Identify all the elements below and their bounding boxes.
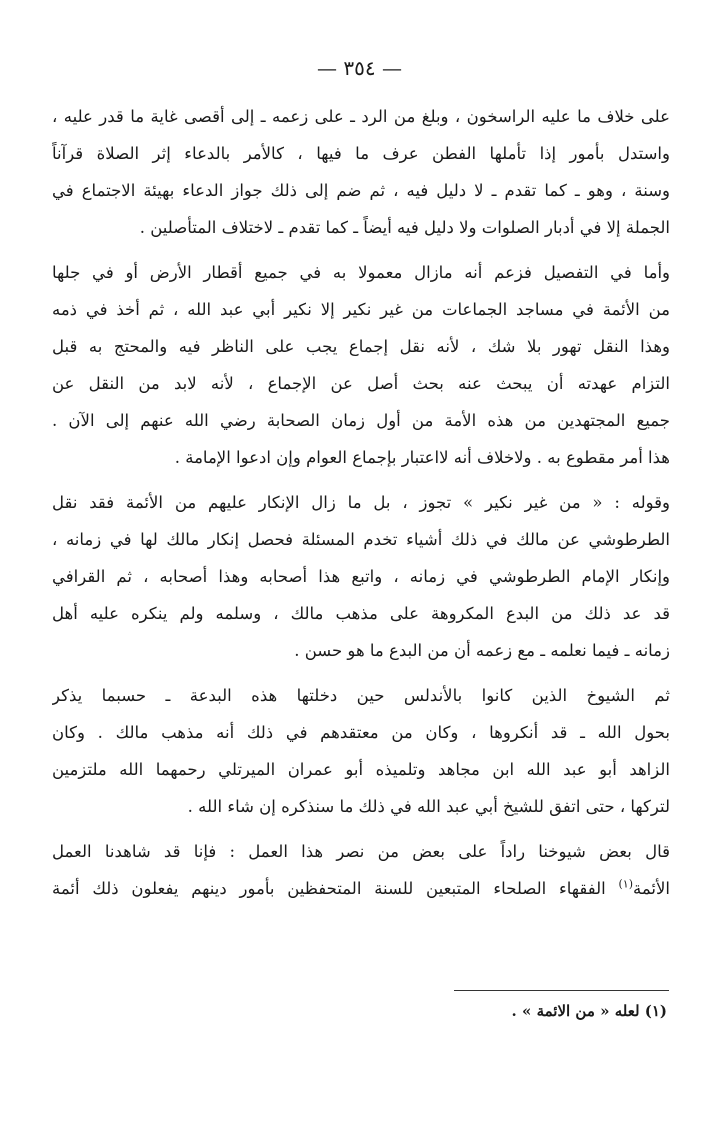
- text-line: قال بعض شيوخنا راداً على بعض من نصر هذا العمل : فإنا قد شاهدنا العمل: [52, 842, 670, 861]
- text-line: الطرطوشي عن مالك في ذلك أشياء تخدم المسئلة فحصل إنكار مالك لها في زمانه ،: [52, 530, 670, 549]
- text-line: وإنكار الإمام الطرطوشي في زمانه ، واتبع هذا أصحابه وهذا أصحابه ، ثم القرافي: [52, 567, 670, 586]
- text-span: الأئمة: [633, 879, 670, 898]
- text-line: من الأئمة في مساجد الجماعات من غير نكير إلا نكير أبي عبد الله ، ثم أخذ في ذمه: [52, 300, 670, 319]
- footnote-marker[interactable]: (١): [618, 877, 634, 891]
- text-span: الفقهاء الصلحاء المتبعين للسنة المتحفظين بأمور دينهم يفعلون ذلك أئمة: [52, 879, 619, 898]
- text-line: زمانه ـ فيما نعلمه ـ مع زعمه أن من البدع ما هو حسن .: [294, 641, 670, 660]
- paragraph: [52, 677, 670, 825]
- text-line: ثم الشيوخ الذين كانوا بالأندلس حين دخلتها هذه البدعة ـ حسبما يذكر: [52, 686, 670, 705]
- text-line: وسنة ، وهو ـ كما تقدم ـ لا دليل فيه ، ثم ضم إلى ذلك جواز الدعاء بهيئة الاجتماع في: [52, 181, 670, 200]
- paragraph: [52, 254, 670, 476]
- text-line: الزاهد أبو عبد الله ابن مجاهد وتلميذه أبو عمران الميرتلي رحمهما الله ملتزمين: [52, 760, 670, 779]
- footnote-divider: [454, 990, 669, 991]
- text-line: واستدل بأمور إذا تأملها الفطن عرف ما فيها ، كالأمر بالدعاء إثر الصلاة قرآناً: [52, 144, 670, 163]
- text-line: وأما في التفصيل فزعم أنه مازال معمولا به في جميع أقطار الأرض أو في جلها: [52, 263, 670, 282]
- text-line: قد عد ذلك من البدع المكروهة على مذهب مالك ، وسلمه ولم ينكره عليه أهل: [52, 604, 670, 623]
- text-line: [52, 870, 670, 907]
- text-line: الجملة إلا في أدبار الصلوات ولا دليل فيه أيضاً ـ كما تقدم ـ لاختلاف المتأصلين .: [139, 218, 670, 237]
- text-line: جميع المجتهدين من هذه الأمة من أول زمان الصحابة رضي الله عنهم إلى الآن .: [52, 411, 670, 430]
- text-line: هذا أمر مقطوع به . ولاخلاف أنه لااعتبار بإجماع العوام وإن ادعوا الإمامة .: [174, 448, 670, 467]
- text-line: التزام عهدته أن يبحث عنه بحث أصل عن الإجماع ، لأنه لابد من النقل عن: [52, 374, 670, 393]
- text-line: بحول الله ـ قد أنكروها ، وكان من معتقدهم في ذلك أنه مذهب مالك . وكان: [52, 723, 670, 742]
- paragraph: [52, 833, 670, 907]
- paragraph: [52, 98, 670, 246]
- page-number: — ٣٥٤ —: [317, 56, 402, 80]
- text-line: وقوله : « من غير نكير » تجوز ، بل ما زال الإنكار عليهم من الأئمة فقد نقل: [52, 493, 670, 512]
- text-line: على خلاف ما عليه الراسخون ، وبلغ من الرد ـ على زعمه ـ إلى أقصى غاية ما قدر عليه ،: [52, 107, 670, 126]
- main-text: [52, 98, 670, 907]
- paragraph: [52, 484, 670, 669]
- text-line: لتركها ، حتى اتفق للشيخ أبي عبد الله في ذلك ما سنذكره إن شاء الله .: [187, 797, 670, 816]
- footnote: (١) لعله « من الائمة » .: [511, 1002, 667, 1020]
- text-line: وهذا النقل تهور بلا شك ، لأنه نقل إجماع يجب على الناظر فيه والمحتج به قبل: [52, 337, 670, 356]
